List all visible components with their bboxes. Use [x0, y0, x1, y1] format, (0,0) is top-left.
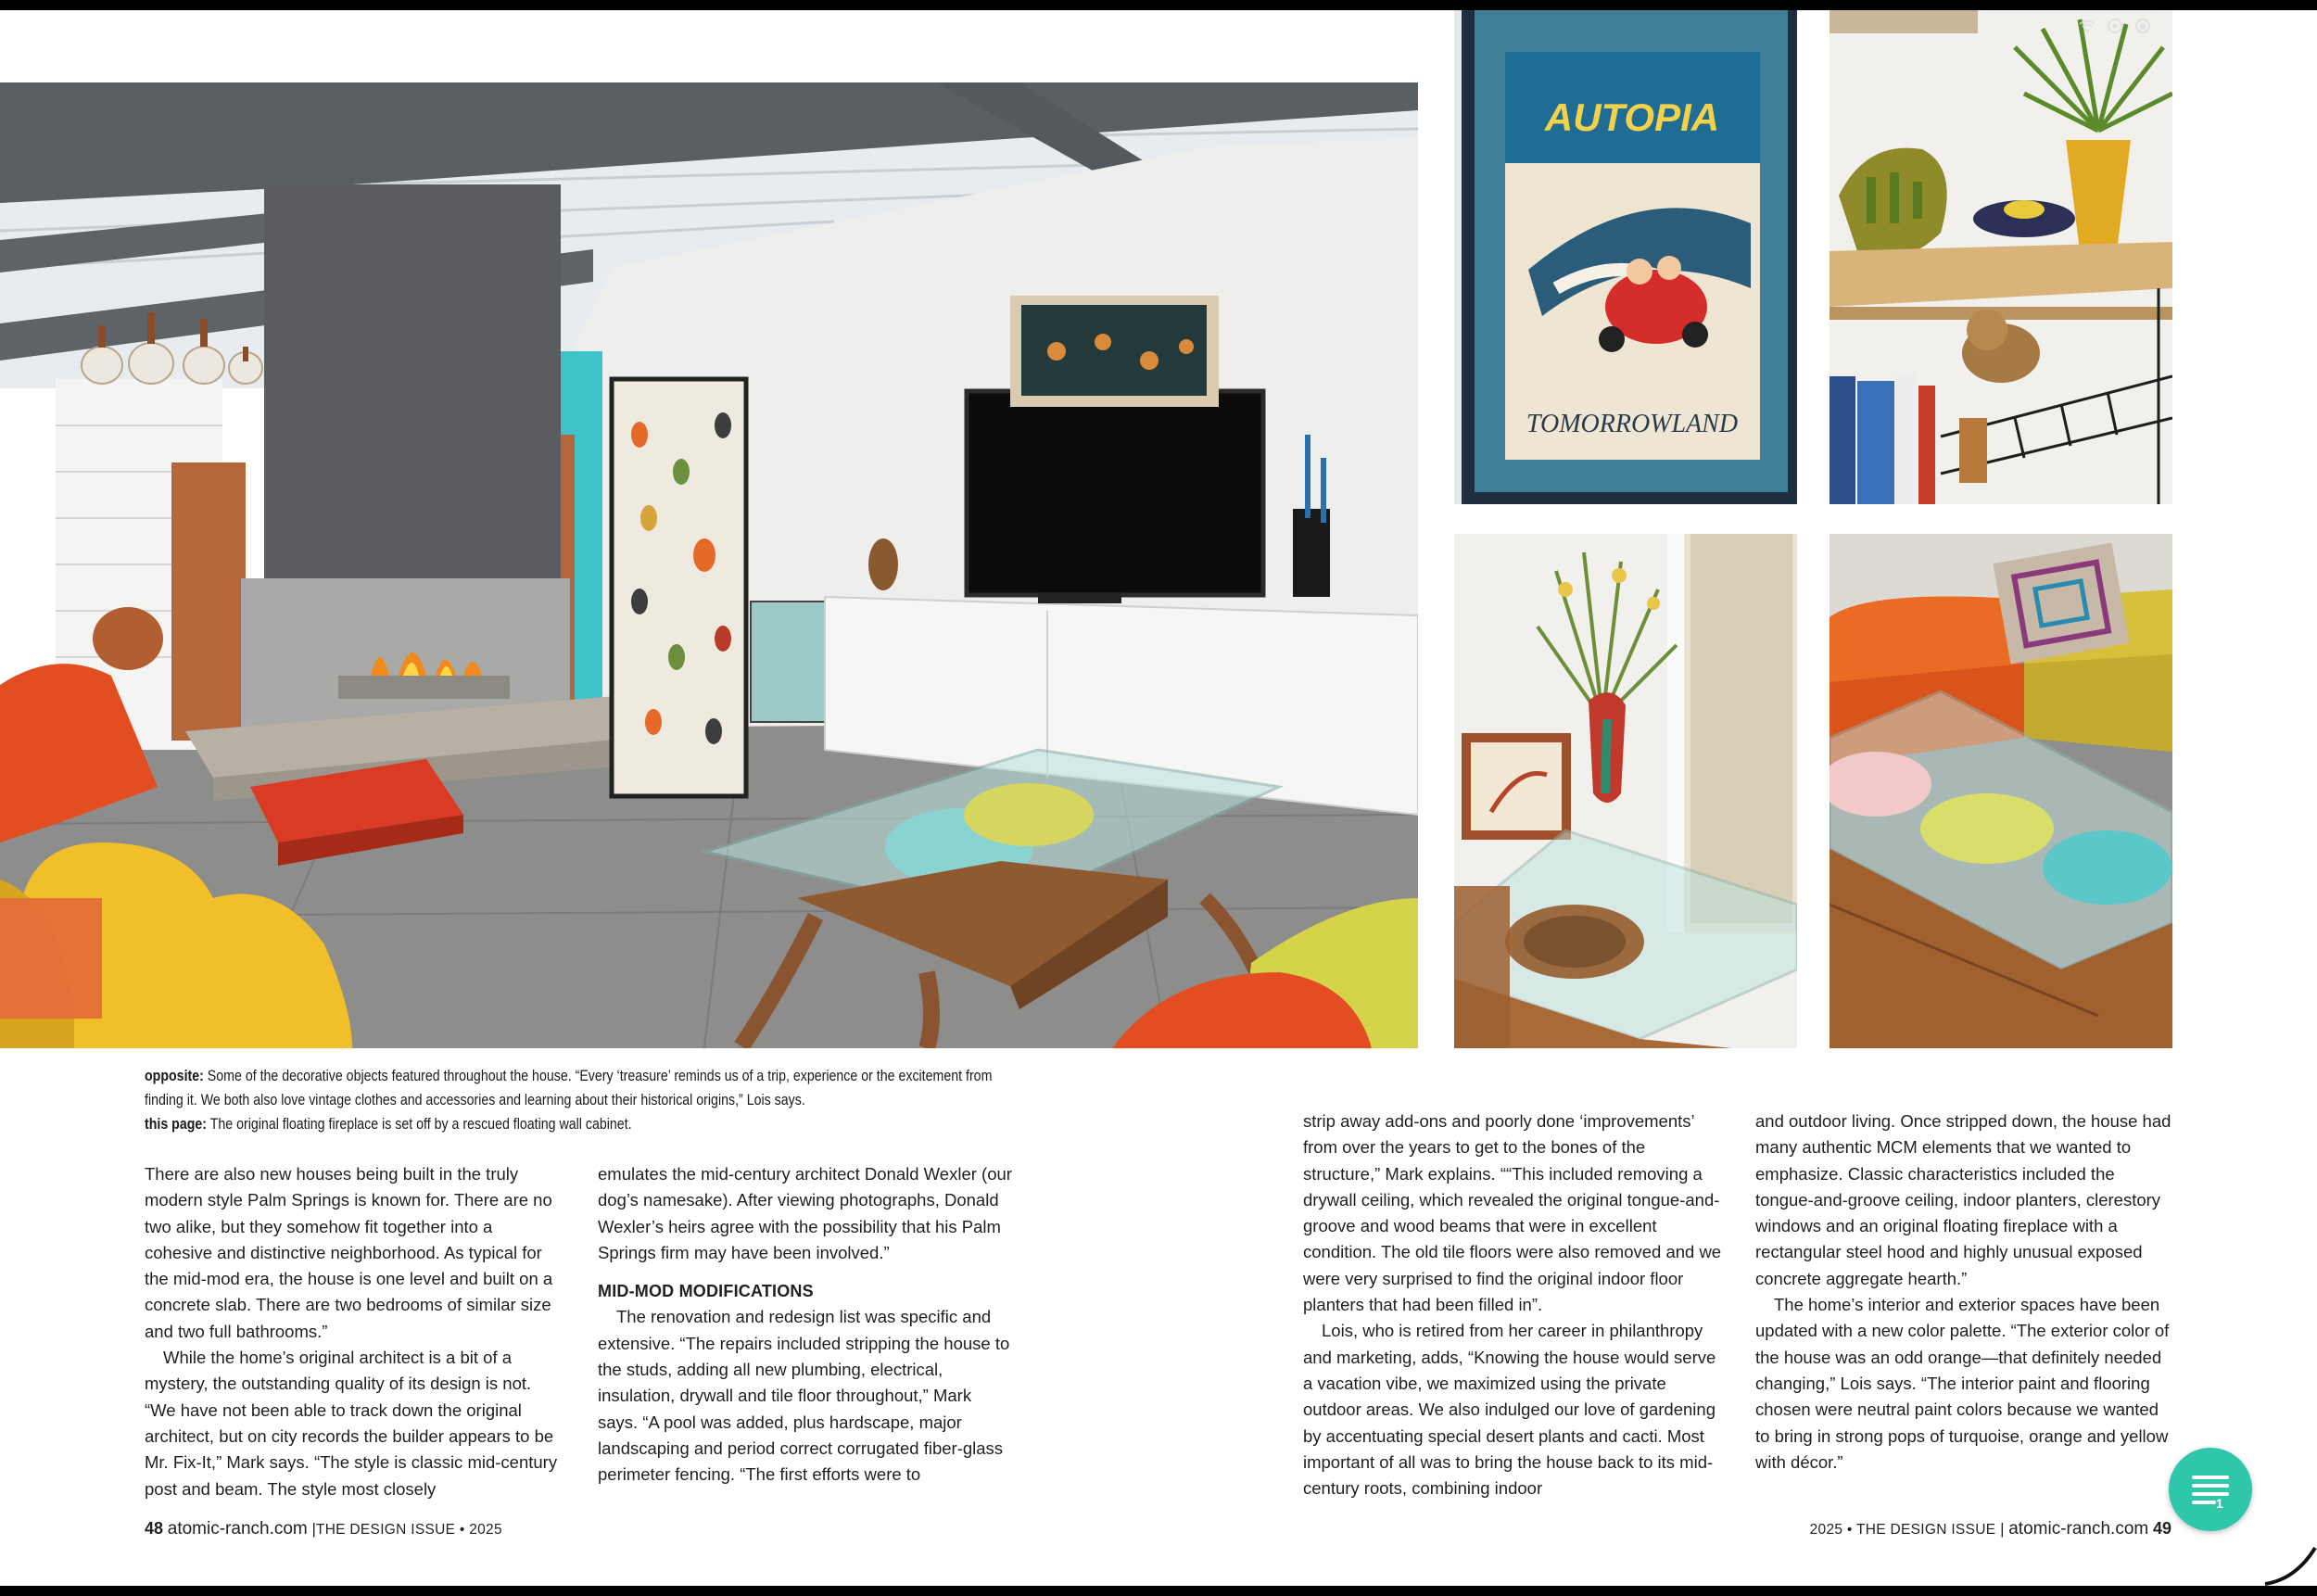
- living-room-photo: [0, 82, 1418, 1048]
- poster-title-text: AUTOPIA: [1544, 95, 1720, 139]
- folio-separator: |: [311, 1520, 316, 1538]
- caption-opposite: [145, 1064, 1013, 1112]
- poster-subtitle-text: TOMORROWLAND: [1526, 410, 1739, 438]
- caption-this-page: [145, 1112, 1013, 1136]
- section-heading: MID-MOD MODIFICATIONS: [598, 1282, 814, 1301]
- top-edge-bar: [0, 0, 2317, 10]
- sofa-coffee-table-photo: [1830, 534, 2172, 1048]
- autopia-poster-photo: [1454, 10, 1797, 504]
- lock-icon: [2133, 17, 2152, 35]
- caption-this-page-text: The original floating fireplace is set off by a rescued floating wall cabinet.: [209, 1116, 632, 1133]
- notification-badge: 1: [2216, 1496, 2223, 1511]
- folio-left: [145, 1519, 502, 1539]
- paragraph: There are also new houses being built in the truly modern style Palm Springs is known for. There are no two alike, but they somehow fit together into a cohesive and distinctive neighborhood. As typical for the mid-mod era, the house is one level and built on a concrete slab. There are two bedrooms of similar size and two full bathrooms.”: [145, 1164, 553, 1341]
- site-name: atomic-ranch.com: [2008, 1519, 2149, 1539]
- caption-opposite-label: opposite:: [145, 1068, 204, 1084]
- site-name: atomic-ranch.com: [167, 1519, 308, 1539]
- paragraph: Lois, who is retired from her career in philanthropy and marketing, adds, “Knowing the house would serve a vacation vibe, we maximized using the private outdoor areas. We also indulged our love of gardening by accentuating special desert plants and cacti. Most important of all was to bring the house back to its mid-century roots, combining indoor: [1303, 1321, 1716, 1499]
- photo-caption: [145, 1064, 1013, 1136]
- bottom-edge-bar: [0, 1586, 2317, 1596]
- article-column-4: [1755, 1108, 2177, 1476]
- paragraph: emulates the mid-century architect Donald Wexler (our dog’s namesake). After viewing photographs, Donald Wexler’s heirs agree with the possibility that his Palm Springs firm may have been involved.”: [598, 1164, 1012, 1262]
- issue-name: THE DESIGN ISSUE • 2025: [315, 1522, 502, 1538]
- page-curl-icon[interactable]: [2263, 1544, 2317, 1586]
- paragraph: strip away add-ons and poorly done ‘improvements’ from over the years to get to the bones of the structure,” Mark explains. ““This included removing a drywall ceiling, which revealed the original tongue-and-groove and wood beams that were in excellent condition. The old tile floors were also removed and we were very surprised to find the original indoor floor planters that had been filled in”.: [1303, 1111, 1722, 1315]
- caption-this-page-label: this page:: [145, 1116, 208, 1133]
- folio-right: [1810, 1519, 2171, 1539]
- article-column-1: [145, 1161, 562, 1502]
- table-of-contents-button[interactable]: [2169, 1448, 2252, 1531]
- paragraph: The home’s interior and exterior spaces have been updated with a new color palette. “The exterior color of the house was an odd orange—that definitely needed changing,” Lois says. “The interior paint and flooring chosen were neutral paint colors because we wanted to bring in strong pops of turquoise, orange and yellow with décor.”: [1755, 1295, 2170, 1472]
- article-column-2: [598, 1161, 1015, 1488]
- caption-opposite-text: Some of the decorative objects featured throughout the house. “Every ‘treasure’ reminds us of a trip, experience or the excitement from finding it. We both also love vintage clothes and accessories and learning about their historical origins,” Lois says.: [145, 1068, 993, 1108]
- article-column-3: [1303, 1108, 1725, 1501]
- paragraph: The renovation and redesign list was specific and extensive. “The repairs included stripping the house to the studs, adding all new plumbing, electrical, insulation, drywall and tile floor throughout,” Mark says. “A pool was added, plus hardscape, major landscaping and period correct corrugated fiber-glass perimeter fencing. “The first efforts were to: [598, 1307, 1010, 1485]
- issue-name: 2025 • THE DESIGN ISSUE: [1809, 1522, 1996, 1538]
- status-icons: [2078, 17, 2152, 35]
- list-menu-icon: [2192, 1471, 2229, 1509]
- paragraph: While the home’s original architect is a bit of a mystery, the outstanding quality of its design is not. “We have not been able to track down the original architect, but on city records the builder appears to be Mr. Fix-It,” Mark says. “The style is classic mid-century post and beam. The style most closely: [145, 1348, 558, 1499]
- paragraph: and outdoor living. Once stripped down, the house had many authentic MCM elements that we wanted to emphasize. Classic characteristics included the tongue-and-groove ceiling, indoor planters, clerestory windows and an original floating fireplace with a rectangular steel hood and highly unusual exposed concrete aggregate hearth.”: [1755, 1111, 2171, 1288]
- wifi-icon: [2078, 17, 2096, 35]
- folio-separator: |: [2000, 1520, 2005, 1538]
- page-number: 49: [2152, 1519, 2171, 1538]
- shelf-decor-photo: [1830, 10, 2172, 504]
- page-number: 48: [145, 1519, 164, 1538]
- window-table-photo: [1454, 534, 1797, 1048]
- settings-icon: [2106, 17, 2124, 35]
